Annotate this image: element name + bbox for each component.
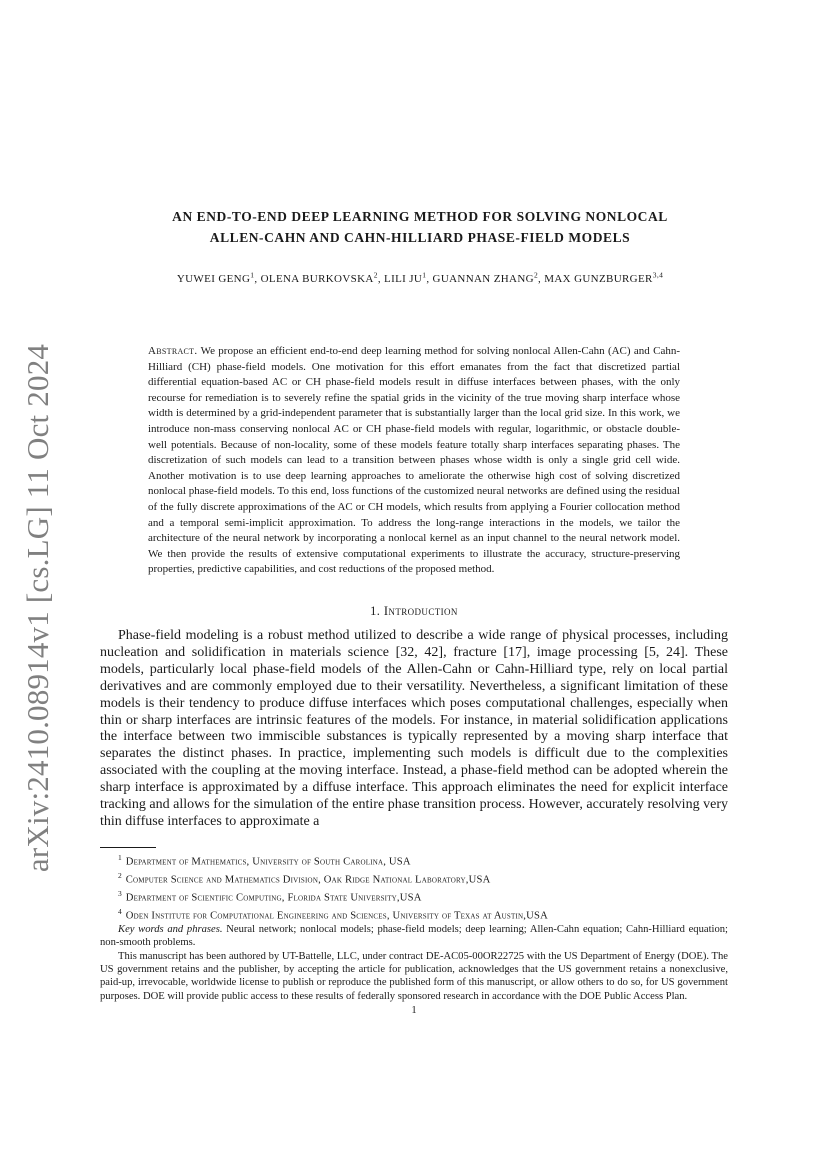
abstract (148, 344, 680, 578)
author-name: LILI JU (384, 272, 423, 285)
arxiv-identifier-stamp (14, 343, 62, 873)
footnote-text: Computer Science and Mathematics Division, Oak Ridge National Laboratory,USA (125, 874, 491, 886)
affiliation-footnote (100, 851, 728, 869)
author-affiliation-mark: 1 (250, 270, 255, 279)
author (544, 270, 664, 285)
author-list (110, 270, 730, 285)
footnotes (100, 851, 728, 1003)
author (384, 270, 433, 285)
author-separator: , (377, 272, 385, 285)
author-name: GUANNAN ZHANG (432, 272, 534, 285)
paper-title-line-2: ALLEN-CAHN AND CAHN-HILLIARD PHASE-FIELD MODELS (209, 230, 631, 245)
author-affiliation-mark: 2 (373, 270, 378, 279)
footnote-number: 1 (118, 853, 122, 862)
arxiv-identifier-text: arXiv:2410.08914v1 [cs.LG] 11 Oct 2024 (20, 343, 56, 873)
keywords-text: Neural network; nonlocal models; phase-field models; deep learning; Allen-Cahn equation; Cahn-Hilliard equation; non-smooth problems. (100, 923, 728, 949)
section-heading: 1. Introduction (370, 604, 458, 618)
abstract-text: We propose an efficient end-to-end deep learning method for solving nonlocal Allen-Cahn (AC) and Cahn-Hilliard (CH) phase-field models. One motivation for this effort emanates from the fact that discretized partial differential equation-based AC or CH phase-field models result in diffuse interfaces between phases, with the only recourse for remediation is to severely refine the spatial grids in the vicinity of the true moving sharp interface whose width is determined by a grid-independent parameter that is substantially larger than the local grid size. In this work, we introduce non-mass conserving nonlocal AC or CH phase-field models with regular, logarithmic, or obstacle double-well potentials. Because of non-locality, some of these models feature totally sharp interfaces separating phases. The discretization of such models can lead to a transition between phases whose width is only a single grid cell wide. Another motivation is to use deep learning approaches to ameliorate the otherwise high cost of solving discretized nonlocal phase-field models. To this end, loss functions of the customized neural networks are defined using the residual of the fully discrete approximations of the AC or CH models, which results from applying a Fourier collocation method and a temporal semi-implicit approximation. To address the long-range interactions in the models, we tailor the architecture of the neural network by incorporating a nonlocal kernel as an input channel to the neural network model. We then provide the results of extensive computational experiments to illustrate the accuracy, structure-preserving properties, predictive capabilities, and cost reductions of the proposed method. (148, 345, 680, 576)
footnote-number: 3 (118, 888, 122, 898)
manuscript-note: This manuscript has been authored by UT-Battelle, LLC, under contract DE-AC05-00OR22725 with the US Department of Energy (DOE). The US government retains and the publisher, by accepting the article for publication, acknowledges that the US government retains a nonexclusive, paid-up, irrevocable, worldwide license to publish or reproduce the published form of this manuscript, or allow others to do so, for US government purposes. DOE will provide public access to these results of federally sponsored research in accordance with the DOE Public Access Plan. (100, 950, 728, 1002)
affiliation-footnote (100, 905, 728, 923)
paper-title (110, 206, 730, 248)
footnote-text: Department of Mathematics, University of South Carolina, USA (125, 856, 411, 868)
author-separator: , (426, 272, 433, 285)
keywords-label: Key words and phrases. (118, 923, 223, 935)
author-name: MAX GUNZBURGER (544, 272, 653, 285)
page-number: 1 (411, 1005, 417, 1016)
author-affiliation-mark: 1 (422, 270, 427, 279)
footnote-number: 4 (118, 906, 122, 916)
author (176, 270, 261, 285)
footnote-divider (100, 847, 156, 848)
affiliation-footnote (100, 887, 728, 905)
author-affiliation-mark: 3,4 (652, 270, 664, 279)
footnote-text: Oden Institute for Computational Engineering and Sciences, University of Texas at Austin,USA (125, 910, 548, 922)
footnote-text: Department of Scientific Computing, Florida State University,USA (125, 892, 422, 904)
author (260, 270, 385, 285)
author-name: YUWEI GENG (176, 272, 251, 285)
introduction-paragraph: Phase-field modeling is a robust method utilized to describe a wide range of physical processes, including nucleation and solidification in materials science [32, 42], fracture [17], image processing [5, 24]. These models, particularly local phase-field models of the Allen-Cahn or Cahn-Hilliard type, rely on local partial derivatives and are commonly employed due to their versatility. Nevertheless, a significant limitation of these models is their tendency to produce diffuse interfaces which poses computational challenges, especially when thin or sharp interfaces are intrinsic features of the models. For instance, in material solidification applications the interface between two immiscible substances is typically represented by a moving sharp interface that separates the distinct phases. In practice, implementing such models is difficult due to the complexities associated with the coupling at the moving interface. Instead, a phase-field method can be adopted wherein the sharp interface is approximated by a diffuse interface. This approach eliminates the need for explicit interface tracking and allows for the simulation of the entire phase transition process. However, accurately resolving very thin diffuse interfaces to approximate a (100, 628, 728, 829)
affiliation-footnote (100, 869, 728, 887)
footnote-number: 2 (118, 870, 122, 880)
keywords (100, 923, 728, 950)
abstract-label: Abstract. (148, 345, 198, 357)
author-separator: , (254, 272, 261, 285)
author-affiliation-mark: 2 (533, 270, 539, 279)
paper-title-line-1: AN END-TO-END DEEP LEARNING METHOD FOR SOLVING NONLOCAL (172, 209, 668, 224)
author-name: OLENA BURKOVSKA (260, 272, 374, 285)
author (432, 270, 545, 285)
author-separator: , (538, 272, 545, 285)
